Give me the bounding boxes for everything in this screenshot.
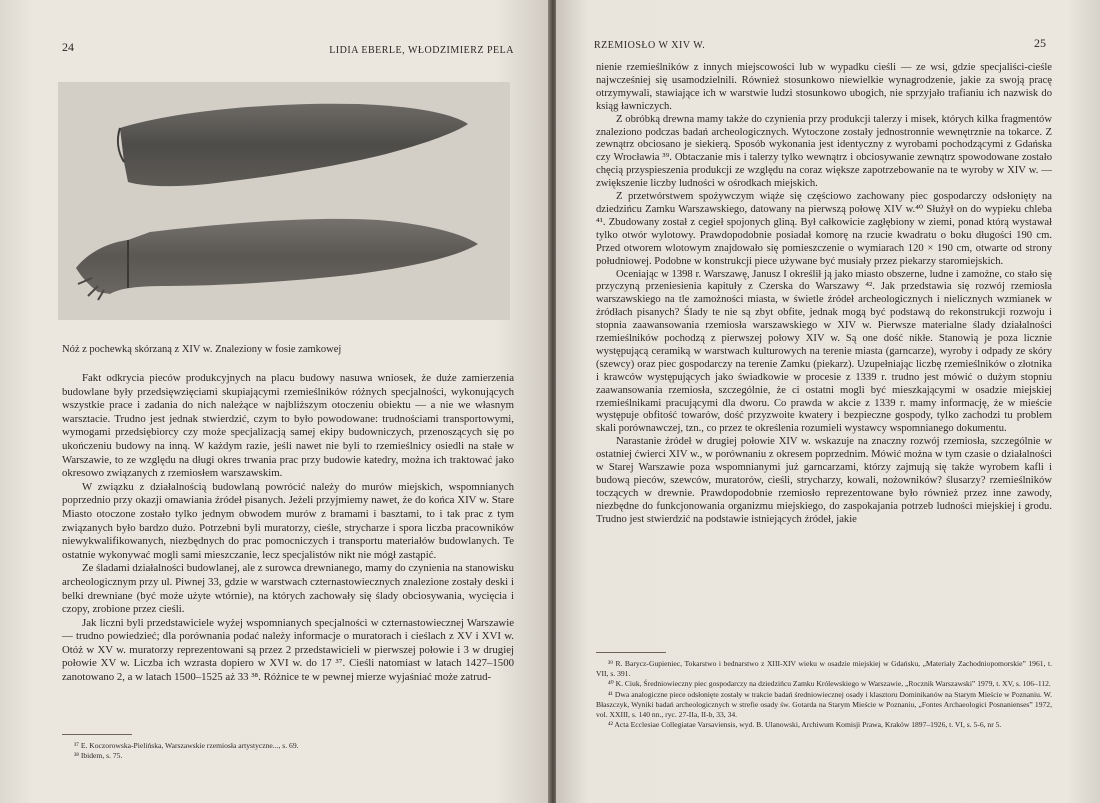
- paragraph: Oceniając w 1398 r. Warszawę, Janusz I określił ją jako miasto obszerne, ludne i zamożne, co stało się przyczyną przeniesienia kapituły z Czerska do Warszawy ⁴². Jak przedstawia się rozwój rzemiosła warszawskiego na tle zamożności miasta, w świetle źródeł archeologicznych i nielicznych wzmianek w źródłach pisanych? Ślady te nie są zbyt obfite, jednak mogą być podstawą do rekonstrukcji rozwoju i stopnia zaawansowania rzemiosła warszawskiego w XIV w. Pierwsze materialne ślady działalności rzemieślników pochodzą z pierwszej połowy XIV w. Są one dość nikłe. Stanowią je poza licznie występującą ceramiką w warstwach kulturowych na terenie miasta (garncarze), wyroby i odpady ze skóry (szewcy) oraz piec gospodarczy na terenie Zamku (piekarz). Uzupełniając liczbę rzemieślników o złotnika i krawców występujących jako świadkowie w procesie z 1339 r. trudno jest mówić o dużym stopniu zaawansowania rzemiosła, szczególnie, że ci ostatni mogli być mieszkającymi w osadzie miejskiej rzemieślnikami pracującymi dla dworu. Co prawda w akcie z 1339 r. mamy informację, że w mieście występuje obfitość towarów, dość przyzwoite kwatery i bezpieczne gospody, tylko zachodzi tu problem skali porównawczej, tzn., co przez te określenia rozumieli wystawcy wspomnianego dokumentu.: [596, 268, 1052, 435]
- footnote-rule: [596, 652, 666, 653]
- left-body-text: [62, 372, 514, 685]
- paragraph: nienie rzemieślników z innych miejscowości lub w wypadku cieśli — ze wsi, gdzie specjaliści-cieśle najwcześniej się usamodzielnili. Również stosunkowo niewielkie wynagrodzenie, jakie za swoją pracę otrzymywali, stawiające ich w warstwie ludzi stosunkowo ubogich, nie sprzyjało trafianiu ich nazwisk do ksiąg ławniczych.: [596, 62, 1052, 112]
- page-number: 24: [62, 40, 74, 54]
- right-body-text: [596, 62, 1052, 527]
- paragraph: Z obróbką drewna mamy także do czynienia przy produkcji talerzy i misek, których kilka fragmentów znaleziono podczas badań archeologicznych. Wytoczone zostały jednostronnie wewnętrznie na tokarce. Z zewnątrz obciosano je siekierą. Sposób wykonania jest identyczny z wyrobami pochodzącymi z Gdańska czy Wrocławia ³⁹. Obtaczanie mis i talerzy tylko wewnątrz i obciosywanie zewnątrz spowodowane zostało chęcią przyspieszenia produkcji ze względu na coraz większe zapotrzebowanie na te wyroby w XIV w. — zwiększenie liczby ludności w ośrodkach miejskich.: [596, 113, 1052, 190]
- footnote: ⁴² Acta Ecclesiae Collegiatae Varsaviensis, wyd. B. Ulanowski, Archiwum Komisji Prawa, Kraków 1897–1926, t. VI, s. 5-6, nr 5.: [608, 720, 1002, 730]
- right-footnotes: [596, 652, 1052, 730]
- knife-lower: [76, 219, 478, 294]
- footnote: ³⁸ Ibidem, s. 75.: [74, 751, 123, 761]
- figure-caption: Nóż z pochewką skórzaną z XIV w. Znaleziony w fosie zamkowej: [62, 344, 342, 355]
- paragraph: W związku z działalnością budowlaną powrócić należy do murów miejskich, wspomnianych poprzednio przy okazji omawiania źródeł pisanych. Jeżeli przyjmiemy nawet, że do końca XIV w. Stare Miasto otoczone zostało tylko jednym obwodem murów z bramami i basztami, to i tak prac z tym związanych było bardzo dużo. Potrzebni byli muratorzy, cieśle, strycharze i spora liczba pracowników niewykwalifikowanych, niezbędnych do prac pomocniczych i transportu materiałów budowlanych. Te ostatnie wykonywać mogli sami mieszczanie, lecz specjalistów nikt nie mógł zastąpić.: [62, 480, 514, 561]
- paragraph: Narastanie źródeł w drugiej połowie XIV w. wskazuje na znaczny rozwój rzemiosła, szczególnie w ostatniej ćwierci XIV w., w porównaniu z okresem poprzednim. Mówić można w tym czasie o działalności w Starej Warszawie poza wspomnianymi już garncarzami, którzy zajmują się także wyrobem kafli i budową pieców, szewców, muratorów, cieśli, strycharzy, kowali, nożowników? ślusarzy? rzemieślników toczących w drewnie. Prawdopodobnie rzemiosło reprezentowane było również przez inne zawody, niezbędne do funkcjonowania organizmu miejskiego, do zaspokajania potrzeb ludności miejskiej i grodu. Trudno jest stwierdzić na podstawie istniejących źródeł, jakie: [596, 436, 1052, 525]
- left-footnotes: [62, 734, 502, 761]
- footnote-rule: [62, 734, 132, 735]
- sheath-upper: [120, 104, 468, 186]
- footnote: ³⁹ R. Barycz-Gupieniec, Tokarstwo i bednarstwo z XIII-XIV wieku w osadzie miejskiej w Gdańsku, „Materiały Zachodniopomorskie” 1961, t. VII, s. 391.: [596, 659, 1052, 679]
- footnote: ³⁷ E. Koczorowska-Pielińska, Warszawskie rzemiosła artystyczne..., s. 69.: [74, 741, 299, 750]
- footnote: ⁴¹ Dwa analogiczne piece odsłonięte zostały w trakcie badań średniowiecznej osady i klasztoru Dominikanów na Starym Mieście w Poznaniu. W. Błaszczyk, Wyniki badań archeologicznych w strefie osady św. Gotarda na Starym Mieście w Poznaniu, „Fontes Archaeologici Posnanienses” 1972, vol. XXIII, s. 140 nn., ryc. 27-IIa, II-b, 33, 34.: [596, 689, 1052, 720]
- paragraph: Fakt odkrycia pieców produkcyjnych na placu budowy nasuwa wniosek, że duże zamierzenia budowlane były przedsięwzięciami skupiającymi rzemieślników różnych specjalności, wykonujących wszystkie prace i zadania do nich należące w najbliższym otoczeniu obiektu — a nie we własnym warsztacie. Trudno jest jednak stwierdzić, czym to było powodowane: trudnościami transportowymi, wymogami przedsiębiorcy czy może specjalizacją samej ekipy budowniczych, przenoszących się po ukończeniu budowy na inną. W każdym razie, jeśli nawet nie byli to rzemieślnicy osiedli na stałe w Warszawie, to ze względu na długi okres trwania prac przy budowie katedry, można ich traktować jako okresowo związanych z rzemiosłem warszawskim.: [62, 372, 514, 480]
- page-number: 25: [1034, 36, 1046, 50]
- running-head: RZEMIOSŁO W XIV W.: [594, 40, 706, 51]
- paragraph: Z przetwórstwem spożywczym wiąże się częściowo zachowany piec gospodarczy odsłonięty na dziedzińcu Zamku Warszawskiego, datowany na pierwszą połowę XIV w.⁴⁰ Służył on do wypieku chleba ⁴¹. Zbudowany został z cegieł spojonych gliną. Był całkowicie zagłębiony w ziemi, ponad którą wystawał tylko otwór wylotowy. Prawdopodobnie posiadał komorę na rzucie kwadratu o boku długości 190 cm. Przed otworem wlotowym znajdowało się pomieszczenie o wymiarach 120 × 190 cm, otwarte od strony południowej. Podobne w konstrukcji piece używane być musiały przez piekarzy staromiejskich.: [596, 191, 1052, 267]
- knife-illustration: [58, 82, 510, 320]
- knife-photo: [58, 82, 510, 320]
- paragraph: Ze śladami działalności budowlanej, ale z surowca drewnianego, mamy do czynienia na stanowisku archeologicznym przy ul. Piwnej 33, gdzie w warstwach czternastowiecznych znalezione zostały deski i belki drewniane (być może użyte wtórnie), na których zachowały się ślady obciosywania, wycięcia i czopy, zrobione przez cieśli.: [62, 562, 514, 616]
- right-page: [556, 0, 1100, 803]
- footnote: ⁴⁰ K. Ciuk, Średniowieczny piec gospodarczy na dziedzińcu Zamku Królewskiego w Warszawie, „Rocznik Warszawski” 1979, t. XV, s. 106–112.: [608, 679, 1051, 689]
- running-head: LIDIA EBERLE, WŁODZIMIERZ PELA: [329, 45, 514, 56]
- paragraph: Jak liczni byli przedstawiciele wyżej wspomnianych specjalności w czternastowiecznej Warszawie — trudno powiedzieć; dla porównania podać należy informacje o muratorach i cieślach z XV i XVI w. Otóż w XV w. muratorzy reprezentowani są przez 2 przedstawicieli w pierwszej połowie i 3 w drugiej połowie XV w. Liczba ich wzrasta dopiero w XVI w. do 17 ³⁷. Cieśli natomiast w latach 1427–1500 zanotowano 2, a w latach 1500–1525 aż 33 ³⁸. Różnice te w pewnej mierze wyjaśniać może zatrud-: [62, 616, 514, 684]
